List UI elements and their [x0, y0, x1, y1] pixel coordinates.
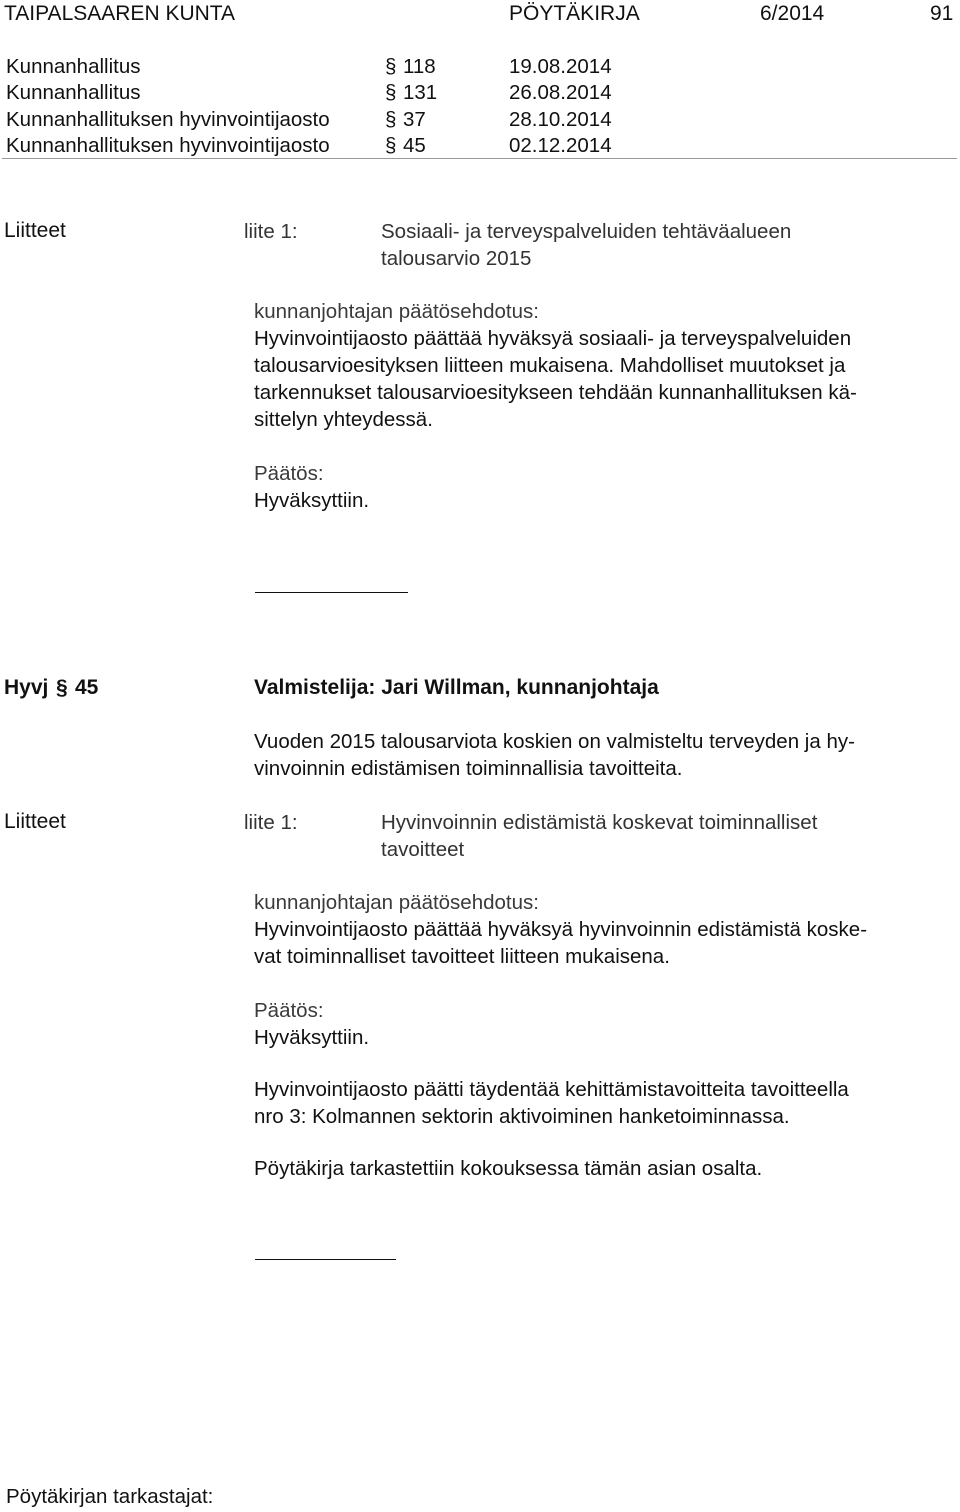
section-symbol-icon: § [385, 55, 397, 78]
proposal-heading: kunnanjohtajan päätösehdotus: [254, 891, 539, 914]
attachments-label: Liitteet [4, 810, 66, 833]
section-symbol-icon: § [385, 108, 397, 131]
organization-name: TAIPALSAAREN KUNTA [4, 2, 236, 25]
history-date: 26.08.2014 [509, 81, 612, 104]
history-number: 45 [403, 134, 426, 157]
history-date: 19.08.2014 [509, 55, 612, 78]
section-symbol-icon: § [385, 81, 397, 104]
document-type: PÖYTÄKIRJA [509, 2, 640, 25]
item-number: 45 [75, 676, 99, 699]
decision-text: Hyväksyttiin. [254, 489, 370, 512]
attachments-label: Liitteet [4, 219, 66, 242]
section-symbol-icon: § [56, 676, 68, 699]
attachment-title: Sosiaali- ja terveyspalveluiden tehtäväalueen talousarvio 2015 [381, 220, 792, 270]
proposal-heading: kunnanjohtajan päätösehdotus: [254, 300, 539, 323]
footer-verifiers-label: Pöytäkirjan tarkastajat: [6, 1485, 214, 1508]
history-number: 37 [403, 108, 426, 131]
history-divider [2, 158, 957, 159]
history-date: 28.10.2014 [509, 108, 612, 131]
separator-line [255, 592, 408, 593]
history-number: 118 [403, 55, 436, 78]
item-preparer: Valmistelija: Jari Willman, kunnanjohtaja [254, 676, 659, 699]
issue-number: 6/2014 [760, 2, 825, 25]
verification-note: Pöytäkirja tarkastettiin kokouksessa tämän asian osalta. [254, 1157, 763, 1180]
section-symbol-icon: § [385, 134, 397, 157]
attachment-number: liite 1: [244, 220, 298, 243]
proposal-text: Hyvinvointijaosto päättää hyväksyä hyvinvoinnin edistämistä koske- vat toiminnalliset tavoitteet liitteen mukaisena. [254, 918, 868, 968]
history-number: 131 [403, 81, 438, 104]
addition-text: Hyvinvointijaosto päätti täydentää kehittämistavoitteita tavoitteella nro 3: Kolmannen sektorin aktivoiminen hanketoiminnassa. [254, 1078, 849, 1128]
history-body: Kunnanhallituksen hyvinvointijaosto [6, 134, 330, 157]
page-number: 91 [930, 2, 954, 25]
decision-heading: Päätös: [254, 999, 324, 1022]
proposal-text: Hyvinvointijaosto päättää hyväksyä sosiaali- ja terveyspalveluiden talousarvioesityksen liitteen mukaisena. Mahdolliset muutokset ja tarkennukset talousarvioesitykseen tehdään kunnanhallituksen kä- sittelyn yhteydessä. [254, 327, 857, 431]
item-description: Vuoden 2015 talousarviota koskien on valmisteltu terveyden ja hy- vinvoinnin edistämisen toiminnallisia tavoitteita. [254, 730, 855, 780]
attachment-number: liite 1: [244, 811, 298, 834]
decision-text: Hyväksyttiin. [254, 1026, 370, 1049]
decision-heading: Päätös: [254, 462, 324, 485]
separator-line [255, 1259, 396, 1260]
item-label: Hyvj [4, 676, 49, 699]
history-body: Kunnanhallituksen hyvinvointijaosto [6, 108, 330, 131]
history-body: Kunnanhallitus [6, 55, 141, 78]
history-date: 02.12.2014 [509, 134, 612, 157]
history-body: Kunnanhallitus [6, 81, 141, 104]
attachment-title: Hyvinvoinnin edistämistä koskevat toiminnalliset tavoitteet [381, 811, 818, 861]
